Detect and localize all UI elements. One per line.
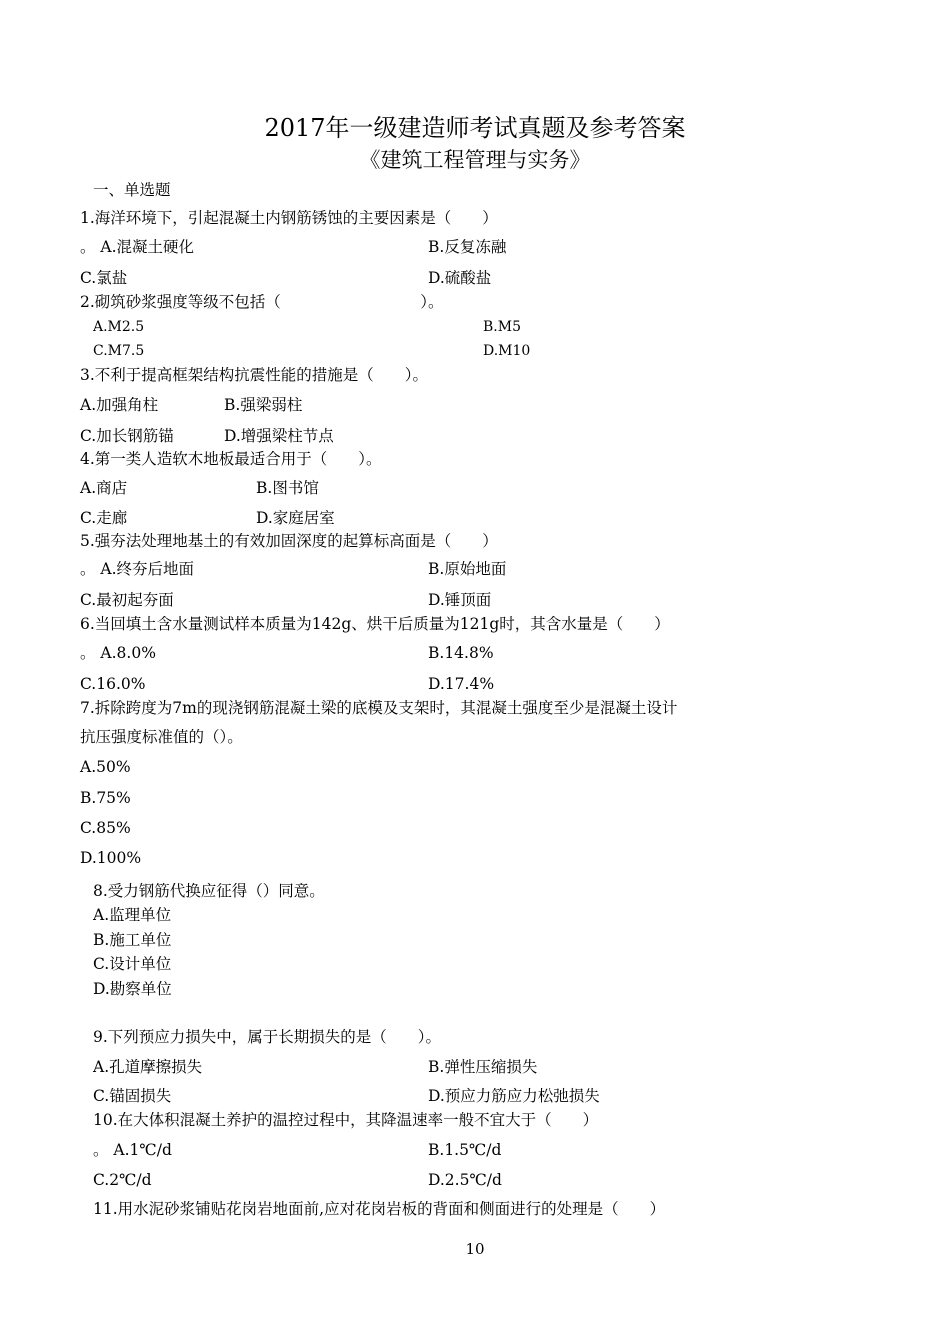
question-6-option-d: D.17.4% — [428, 675, 495, 693]
question-3-stem: 3.不利于提高框架结构抗震性能的措施是（ ）。 — [80, 366, 429, 384]
question-10-option-d: D.2.5℃/d — [428, 1171, 502, 1189]
question-1-option-d: D.硫酸盐 — [428, 269, 492, 287]
question-7-option-b: B.75% — [80, 789, 131, 807]
question-8-option-d: D.勘察单位 — [93, 980, 172, 998]
question-3-option-c: C.加长钢筋锚 — [80, 427, 174, 445]
question-7-stem-continued: 抗压强度标准值的（）。 — [80, 728, 243, 746]
question-4-option-b: B.图书馆 — [256, 479, 319, 497]
question-2-option-b: B.M5 — [483, 319, 521, 335]
question-9-option-d: D.预应力筋应力松弛损失 — [428, 1087, 600, 1105]
question-7-option-a: A.50% — [80, 758, 131, 776]
question-6-option-c: C.16.0% — [80, 675, 146, 693]
question-9-stem: 9.下列预应力损失中，属于长期损失的是（ ）。 — [93, 1028, 442, 1046]
page-number: 10 — [465, 1240, 485, 1258]
question-1-option-a: 。 A.混凝土硬化 — [80, 238, 195, 256]
question-5-option-b: B.原始地面 — [428, 560, 507, 578]
question-8-option-c: C.设计单位 — [93, 955, 172, 973]
question-4-option-c: C.走廊 — [80, 509, 128, 527]
question-9-option-c: C.锚固损失 — [93, 1087, 172, 1105]
question-2-option-d: D.M10 — [483, 343, 531, 359]
question-8-option-a: A.监理单位 — [93, 906, 172, 924]
question-9-option-b: B.弹性压缩损失 — [428, 1058, 538, 1076]
question-3-option-a: A.加强角柱 — [80, 396, 159, 414]
question-5-option-d: D.锤顶面 — [428, 591, 492, 609]
question-7-stem: 7.拆除跨度为7m的现浇钢筋混凝土梁的底模及支架时，其混凝土强度至少是混凝土设计 — [80, 699, 678, 717]
question-5-stem: 5.强夯法处理地基土的有效加固深度的起算标高面是（ ） — [80, 532, 498, 550]
question-1-stem: 1.海洋环境下，引起混凝土内钢筋锈蚀的主要因素是（ ） — [80, 209, 498, 227]
question-1-option-c: C.氯盐 — [80, 269, 128, 287]
document-subtitle: 《建筑工程管理与实务》 — [359, 148, 591, 172]
document-title: 2017年一级建造师考试真题及参考答案 — [264, 114, 686, 142]
question-4-option-a: A.商店 — [80, 479, 128, 497]
question-3-option-b: B.强梁弱柱 — [224, 396, 303, 414]
question-8-option-b: B.施工单位 — [93, 931, 172, 949]
question-3-option-d: D.增强梁柱节点 — [224, 427, 334, 445]
question-10-option-c: C.2℃/d — [93, 1171, 152, 1189]
question-6-option-b: B.14.8% — [428, 644, 494, 662]
question-6-stem: 6.当回填土含水量测试样本质量为142g、烘干后质量为121g时，其含水量是（ ） — [80, 615, 670, 633]
question-10-stem: 10.在大体积混凝土养护的温控过程中，其降温速率一般不宜大于（ ） — [93, 1111, 599, 1129]
question-1-option-b: B.反复冻融 — [428, 238, 507, 256]
question-5-option-c: C.最初起夯面 — [80, 591, 174, 609]
question-9-option-a: A.孔道摩擦损失 — [93, 1058, 203, 1076]
question-2-stem: 2.砌筑砂浆强度等级不包括（ ）。 — [80, 293, 444, 311]
question-10-option-b: B.1.5℃/d — [428, 1141, 502, 1159]
question-2-option-a: A.M2.5 — [93, 319, 145, 335]
question-7-option-c: C.85% — [80, 819, 131, 837]
question-6-option-a: 。 A.8.0% — [80, 644, 156, 662]
question-4-stem: 4.第一类人造软木地板最适合用于（ ）。 — [80, 450, 382, 468]
question-8-stem: 8.受力钢筋代换应征得（）同意。 — [93, 882, 325, 900]
question-4-option-d: D.家庭居室 — [256, 509, 335, 527]
question-11-stem: 11.用水泥砂浆铺贴花岗岩地面前,应对花岗岩板的背面和侧面进行的处理是（ ） — [93, 1200, 666, 1218]
section-heading: 一、单选题 — [93, 181, 171, 199]
question-5-option-a: 。 A.终夯后地面 — [80, 560, 195, 578]
question-10-option-a: 。 A.1℃/d — [93, 1141, 172, 1159]
question-2-option-c: C.M7.5 — [93, 343, 145, 359]
question-7-option-d: D.100% — [80, 849, 142, 867]
